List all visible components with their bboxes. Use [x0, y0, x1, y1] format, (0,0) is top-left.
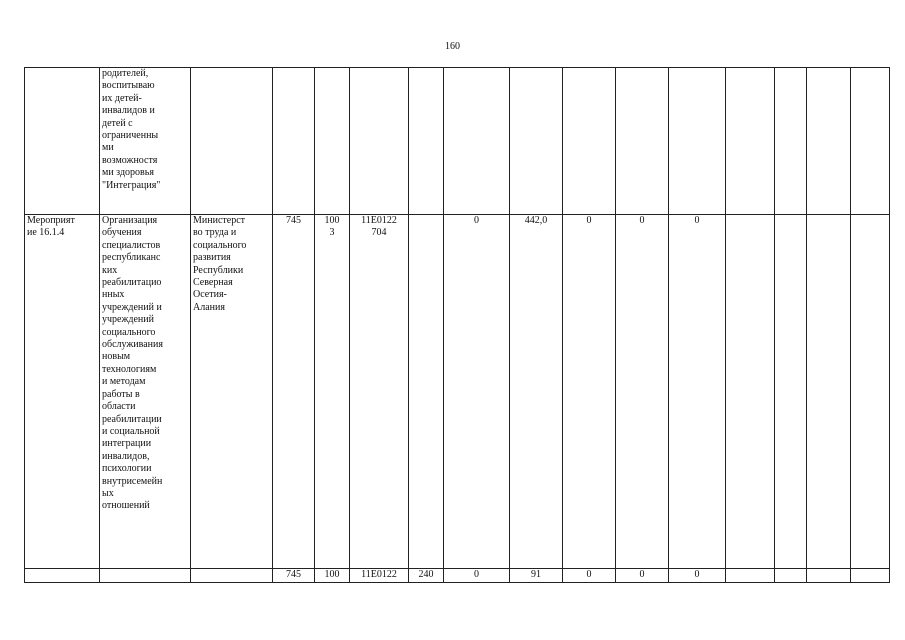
table-cell	[191, 68, 273, 215]
table-cell	[807, 215, 851, 569]
table-cell	[273, 68, 315, 215]
table-cell: 100	[315, 569, 350, 583]
table-cell	[315, 68, 350, 215]
table-cell: 11Е0122	[350, 569, 409, 583]
table-cell	[851, 569, 890, 583]
table-cell	[807, 68, 851, 215]
table-cell	[775, 215, 807, 569]
table-cell	[25, 68, 100, 215]
event-description-cell: Организация обучения специалистов республиканс ких реабилитацио нных учреждений и учреждений социального обслуживания новым технологиям и методам работы в области реабилитации и социальной интеграции инвалидов, психологии внутрисемейн ых отношений	[100, 215, 191, 569]
table-row	[25, 215, 890, 569]
table-cell	[726, 68, 775, 215]
event-code-cell: Мероприят ие 16.1.4	[25, 215, 100, 569]
table-cell: 0	[563, 215, 616, 569]
table-cell	[409, 68, 444, 215]
table-row	[25, 68, 890, 215]
table-cell: 0	[616, 215, 669, 569]
table-cell: 745	[273, 569, 315, 583]
table-cell	[563, 68, 616, 215]
table-cell	[510, 68, 563, 215]
table-cell: 442,0	[510, 215, 563, 569]
table-cell	[851, 215, 890, 569]
table-cell: родителей, воспитываю их детей- инвалидов и детей с ограниченны ми возможностя ми здоровья "Интеграция"	[100, 68, 191, 215]
table-cell	[409, 215, 444, 569]
table-cell	[25, 569, 100, 583]
table-cell	[807, 569, 851, 583]
table-cell	[775, 68, 807, 215]
table-cell: 0	[563, 569, 616, 583]
table-cell: 0	[669, 215, 726, 569]
table-cell	[669, 68, 726, 215]
table-cell	[775, 569, 807, 583]
page-number: 160	[445, 41, 460, 52]
table-cell	[350, 68, 409, 215]
table-cell: 11Е0122 704	[350, 215, 409, 569]
budget-table	[24, 67, 890, 583]
table-row	[25, 569, 890, 583]
table-cell: 0	[616, 569, 669, 583]
table-cell	[616, 68, 669, 215]
table-cell: 240	[409, 569, 444, 583]
responsible-org-cell: Министерст во труда и социального развития Республики Северная Осетия- Алания	[191, 215, 273, 569]
table-cell	[444, 68, 510, 215]
table-cell	[726, 215, 775, 569]
table-cell: 0	[444, 215, 510, 569]
table-cell	[100, 569, 191, 583]
table-cell: 100 3	[315, 215, 350, 569]
table-cell: 91	[510, 569, 563, 583]
table-cell	[851, 68, 890, 215]
table-cell: 0	[444, 569, 510, 583]
table-cell: 745	[273, 215, 315, 569]
table-cell: 0	[669, 569, 726, 583]
table-cell	[191, 569, 273, 583]
table-cell	[726, 569, 775, 583]
